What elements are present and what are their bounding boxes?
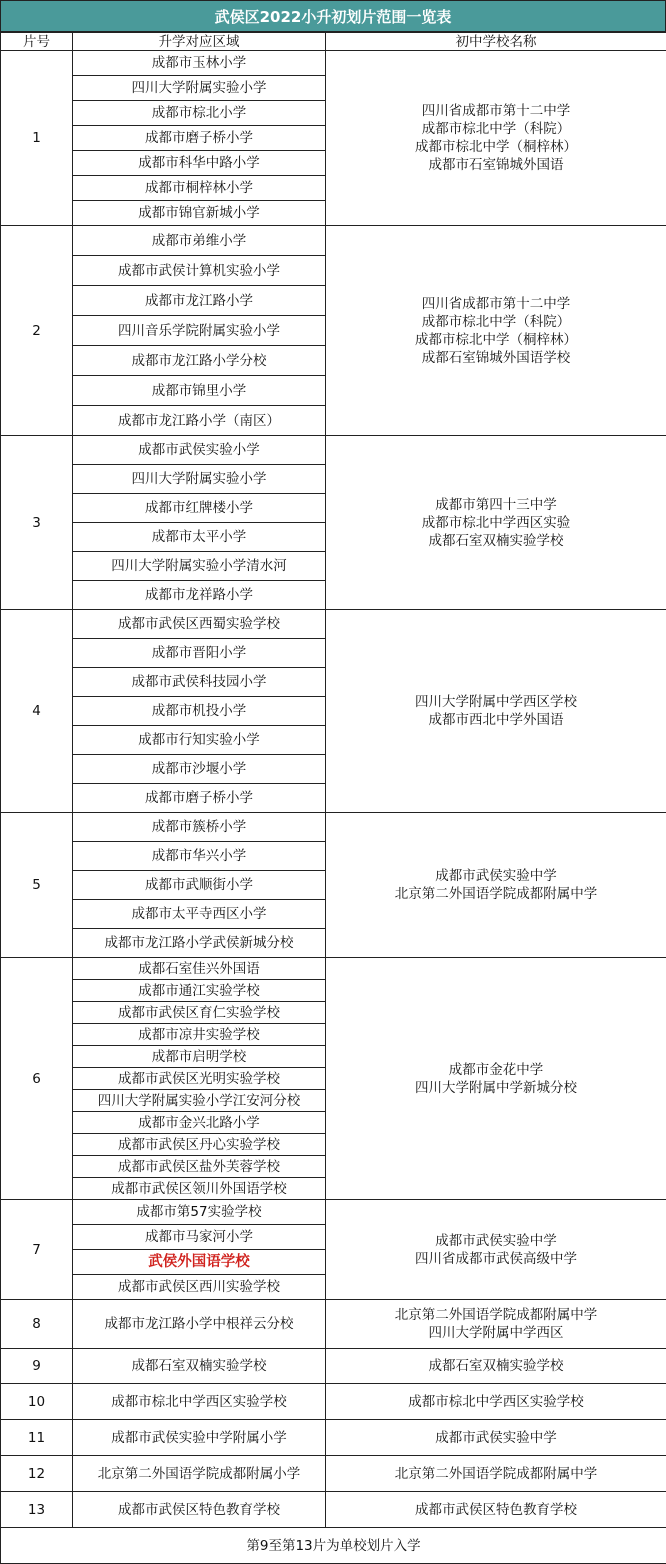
table-row <box>1 1384 666 1420</box>
primary-school: 成都市太平寺西区小学 <box>73 900 326 929</box>
middle-schools <box>326 1200 666 1300</box>
table-row <box>1 1349 666 1384</box>
primary-school: 成都市磨子桥小学 <box>73 784 326 813</box>
footer-note: 第9至第13片为单校划片入学 <box>1 1528 666 1564</box>
middle-schools <box>326 51 666 226</box>
middle-school: 四川大学附属中学西区 <box>326 1324 666 1342</box>
primary-school: 成都市武侯区特色教育学校 <box>73 1492 326 1528</box>
piece-number: 11 <box>1 1420 73 1456</box>
primary-school: 成都市龙江路小学中根祥云分校 <box>73 1300 326 1349</box>
primary-school: 成都市太平小学 <box>73 523 326 552</box>
primary-school: 四川大学附属实验小学清水河 <box>73 552 326 581</box>
middle-school: 成都石室双楠实验学校 <box>326 1357 666 1375</box>
piece-number: 9 <box>1 1349 73 1384</box>
middle-school: 成都市棕北中学西区实验学校 <box>326 1393 666 1411</box>
middle-school: 成都市棕北中学（科院） <box>326 313 666 331</box>
table-row <box>1 610 666 639</box>
primary-school: 成都市武侯实验小学 <box>73 436 326 465</box>
middle-school: 成都市武侯实验中学 <box>326 1232 666 1250</box>
primary-school: 成都市武侯区光明实验学校 <box>73 1068 326 1090</box>
header-piece: 片号 <box>1 33 73 51</box>
middle-school: 北京第二外国语学院成都附属中学 <box>326 885 666 903</box>
primary-school: 成都市马家河小学 <box>73 1225 326 1250</box>
middle-schools <box>326 958 666 1200</box>
primary-school: 成都市武侯计算机实验小学 <box>73 256 326 286</box>
primary-school: 成都市龙江路小学（南区） <box>73 406 326 436</box>
piece-number: 6 <box>1 958 73 1200</box>
piece-number: 2 <box>1 226 73 436</box>
table-row <box>1 1456 666 1492</box>
primary-school: 成都市沙堰小学 <box>73 755 326 784</box>
middle-schools <box>326 436 666 610</box>
primary-school: 成都市簇桥小学 <box>73 813 326 842</box>
primary-school: 成都市武侯区丹心实验学校 <box>73 1134 326 1156</box>
primary-school: 成都市龙江路小学 <box>73 286 326 316</box>
middle-school: 四川大学附属中学西区学校 <box>326 693 666 711</box>
primary-school: 成都市启明学校 <box>73 1046 326 1068</box>
middle-schools <box>326 813 666 958</box>
table-row <box>1 1420 666 1456</box>
middle-schools <box>326 610 666 813</box>
middle-school: 成都市第四十三中学 <box>326 496 666 514</box>
header-middle: 初中学校名称 <box>326 33 666 51</box>
header-primary: 升学对应区域 <box>73 33 326 51</box>
table-body <box>1 51 666 1528</box>
middle-school: 四川省成都市第十二中学 <box>326 295 666 313</box>
middle-school: 成都市武侯实验中学 <box>326 1429 666 1447</box>
middle-schools <box>326 1300 666 1349</box>
primary-school: 成都市武侯区领川外国语学校 <box>73 1178 326 1200</box>
allocation-table <box>0 32 666 1564</box>
middle-school: 成都市金花中学 <box>326 1061 666 1079</box>
middle-schools <box>326 1492 666 1528</box>
primary-school: 成都市凉井实验学校 <box>73 1024 326 1046</box>
middle-school: 北京第二外国语学院成都附属中学 <box>326 1306 666 1324</box>
middle-school: 成都市棕北中学（桐梓林） <box>326 331 666 349</box>
primary-school: 成都市第57实验学校 <box>73 1200 326 1225</box>
middle-school: 北京第二外国语学院成都附属中学 <box>326 1465 666 1483</box>
table-row <box>1 1300 666 1349</box>
piece-number: 1 <box>1 51 73 226</box>
primary-school: 成都市锦里小学 <box>73 376 326 406</box>
middle-school: 成都市石室锦城外国语 <box>326 156 666 174</box>
primary-school: 成都市通江实验学校 <box>73 980 326 1002</box>
primary-school: 成都市金兴北路小学 <box>73 1112 326 1134</box>
table-row <box>1 1200 666 1225</box>
middle-school: 成都石室锦城外国语学校 <box>326 349 666 367</box>
primary-school: 成都市机投小学 <box>73 697 326 726</box>
primary-school: 成都市武侯区西蜀实验学校 <box>73 610 326 639</box>
primary-school: 成都市弟维小学 <box>73 226 326 256</box>
piece-number: 4 <box>1 610 73 813</box>
primary-school: 四川大学附属实验小学 <box>73 465 326 494</box>
primary-school: 成都市锦官新城小学 <box>73 201 326 226</box>
table-row <box>1 1492 666 1528</box>
middle-school: 成都市棕北中学西区实验 <box>326 514 666 532</box>
primary-school: 成都市武侯实验中学附属小学 <box>73 1420 326 1456</box>
piece-number: 8 <box>1 1300 73 1349</box>
middle-schools <box>326 1349 666 1384</box>
primary-school: 成都市棕北中学西区实验学校 <box>73 1384 326 1420</box>
piece-number: 12 <box>1 1456 73 1492</box>
primary-school: 成都市晋阳小学 <box>73 639 326 668</box>
primary-school: 成都市科华中路小学 <box>73 151 326 176</box>
piece-number: 13 <box>1 1492 73 1528</box>
primary-school: 成都市武侯区西川实验学校 <box>73 1275 326 1300</box>
primary-school: 成都市行知实验小学 <box>73 726 326 755</box>
middle-schools <box>326 226 666 436</box>
primary-school: 北京第二外国语学院成都附属小学 <box>73 1456 326 1492</box>
middle-school: 成都市西北中学外国语 <box>326 711 666 729</box>
table-row <box>1 813 666 842</box>
primary-school: 四川音乐学院附属实验小学 <box>73 316 326 346</box>
primary-school: 四川大学附属实验小学江安河分校 <box>73 1090 326 1112</box>
header-row <box>1 33 666 51</box>
middle-school: 成都石室双楠实验学校 <box>326 532 666 550</box>
middle-school: 四川省成都市武侯高级中学 <box>326 1250 666 1268</box>
primary-school: 成都市桐梓林小学 <box>73 176 326 201</box>
table-row <box>1 436 666 465</box>
piece-number: 3 <box>1 436 73 610</box>
middle-schools <box>326 1456 666 1492</box>
piece-number: 7 <box>1 1200 73 1300</box>
middle-school: 成都市武侯区特色教育学校 <box>326 1501 666 1519</box>
primary-school: 成都市武侯区育仁实验学校 <box>73 1002 326 1024</box>
table-title: 武侯区2022小升初划片范围一览表 <box>0 0 666 32</box>
primary-school: 成都市磨子桥小学 <box>73 126 326 151</box>
primary-school: 成都市龙江路小学分校 <box>73 346 326 376</box>
primary-school: 成都市华兴小学 <box>73 842 326 871</box>
primary-school: 成都市红牌楼小学 <box>73 494 326 523</box>
table-row <box>1 958 666 980</box>
primary-school: 成都市武侯科技园小学 <box>73 668 326 697</box>
primary-school: 成都石室双楠实验学校 <box>73 1349 326 1384</box>
primary-school: 成都市龙祥路小学 <box>73 581 326 610</box>
middle-school: 成都市棕北中学（桐梓林） <box>326 138 666 156</box>
primary-school: 武侯外国语学校 <box>73 1250 326 1275</box>
primary-school: 成都市棕北小学 <box>73 101 326 126</box>
middle-school: 四川大学附属中学新城分校 <box>326 1079 666 1097</box>
primary-school: 四川大学附属实验小学 <box>73 76 326 101</box>
middle-school: 四川省成都市第十二中学 <box>326 102 666 120</box>
middle-school: 成都市棕北中学（科院） <box>326 120 666 138</box>
primary-school: 成都石室佳兴外国语 <box>73 958 326 980</box>
middle-school: 成都市武侯实验中学 <box>326 867 666 885</box>
primary-school: 成都市武顺街小学 <box>73 871 326 900</box>
piece-number: 10 <box>1 1384 73 1420</box>
middle-schools <box>326 1384 666 1420</box>
table-row <box>1 226 666 256</box>
footer-row <box>1 1528 666 1564</box>
middle-schools <box>326 1420 666 1456</box>
table-row <box>1 51 666 76</box>
primary-school: 成都市玉林小学 <box>73 51 326 76</box>
piece-number: 5 <box>1 813 73 958</box>
primary-school: 成都市武侯区盐外芙蓉学校 <box>73 1156 326 1178</box>
primary-school: 成都市龙江路小学武侯新城分校 <box>73 929 326 958</box>
